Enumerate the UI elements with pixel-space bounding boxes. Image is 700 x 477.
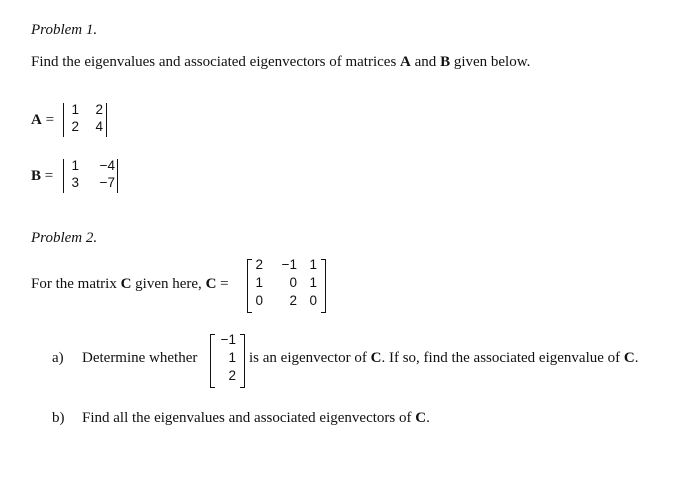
part-b-text: Find all the eigenvalues and associated eigenvectors of C. (82, 410, 430, 426)
matrix-a-label: A = (31, 112, 55, 128)
problem-2-heading: Problem 2. (31, 230, 98, 246)
matrix-b-label: B = (31, 168, 54, 184)
matrix-a: 1 2 2 4 (63, 100, 113, 140)
problem-1-heading: Problem 1. (31, 22, 98, 38)
matrix-b: 1 −4 3 −7 (63, 156, 125, 196)
part-a-label: a) (52, 350, 64, 366)
part-b-label: b) (52, 410, 65, 426)
problem-2-intro: For the matrix C given here, C = (31, 276, 229, 292)
problem-1-instruction: Find the eigenvalues and associated eigenvectors of matrices A and B given below. (31, 54, 531, 70)
matrix-c: 2 −1 1 1 0 1 0 2 0 (247, 257, 329, 313)
vector-v: −1 1 2 (210, 332, 246, 388)
part-a-text-after: is an eigenvector of C. If so, find the associated eigenvalue of C. (249, 350, 639, 366)
part-a-text-before: Determine whether (82, 350, 198, 366)
